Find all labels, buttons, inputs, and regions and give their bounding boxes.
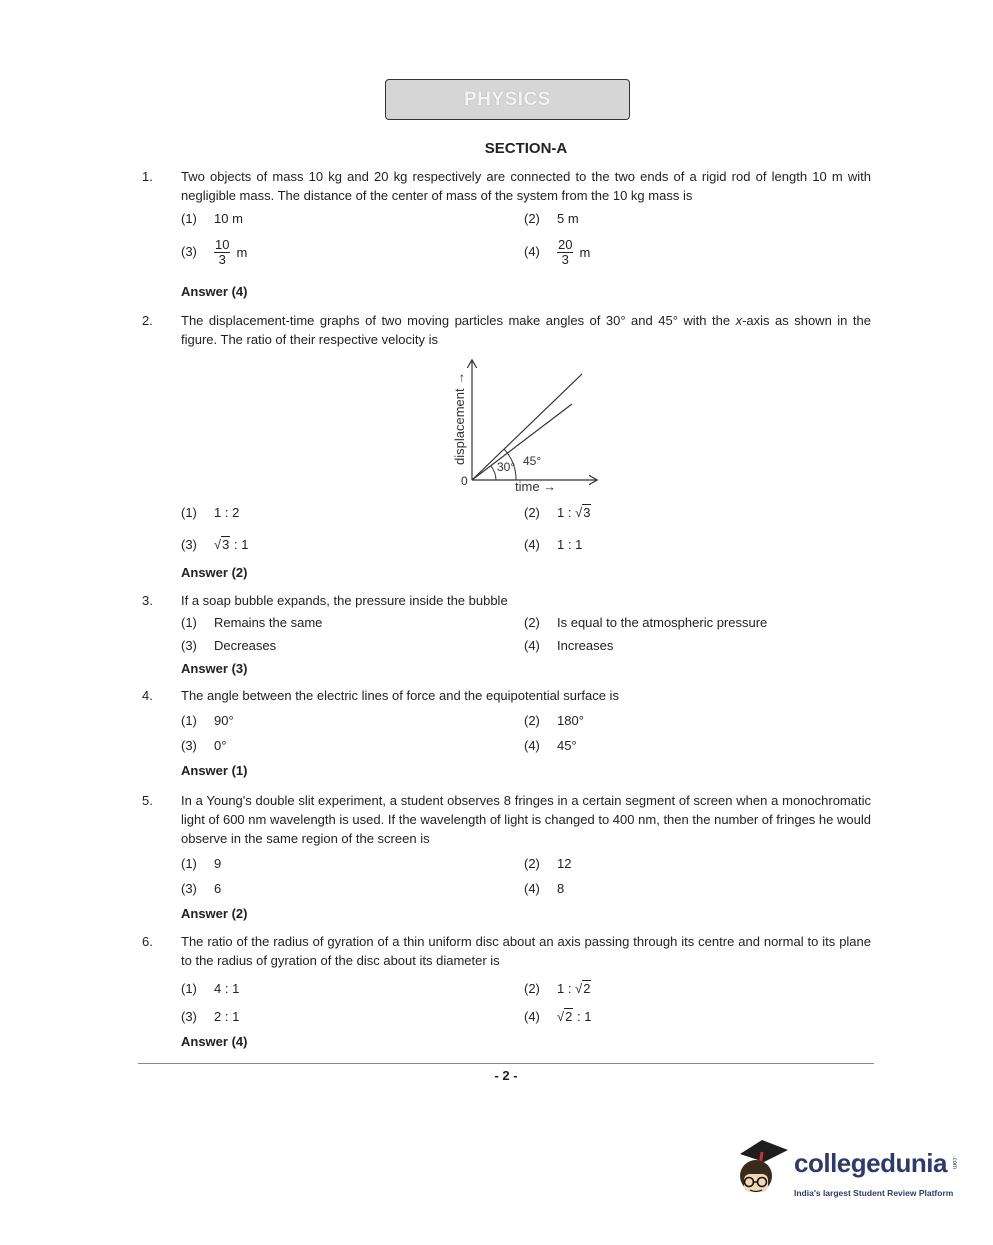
option-4 xyxy=(524,881,564,896)
answer: Answer (2) xyxy=(181,565,248,580)
option-label: (4) xyxy=(524,1009,540,1024)
answer: Answer (2) xyxy=(181,906,248,921)
option-1 xyxy=(181,615,322,630)
question-text: The angle between the electric lines of force and the equipotential surface is xyxy=(181,688,619,703)
answer: Answer (4) xyxy=(181,284,248,299)
y-axis-label: displacement → xyxy=(452,371,467,465)
question-text-part: The displacement-time graphs of two moving particles make angles of 30° and 45° with the xyxy=(181,313,736,328)
option-label: (3) xyxy=(181,1009,197,1024)
option-value: 10 m xyxy=(214,211,243,226)
answer: Answer (3) xyxy=(181,661,248,676)
option-3 xyxy=(181,738,226,753)
option-label: (2) xyxy=(524,615,540,630)
option-label: (4) xyxy=(524,881,540,896)
option-value: 8 xyxy=(557,881,565,896)
question-text: The ratio of the radius of gyration of a thin uniform disc about an axis passing through its centre and normal to its plane to the radius of gyration of the disc about its diameter is xyxy=(181,934,871,968)
denominator: 3 xyxy=(561,252,569,267)
option-pre: 1 : xyxy=(557,505,576,520)
option-label: (1) xyxy=(181,981,197,996)
question-number: 6. xyxy=(142,934,153,949)
option-value: 180° xyxy=(557,713,584,728)
question-number: 3. xyxy=(142,593,153,608)
option-value: 2 : 1 xyxy=(214,1009,240,1024)
option-label: (3) xyxy=(181,638,197,653)
question-number: 1. xyxy=(142,169,153,184)
sqrt: √2 xyxy=(575,981,591,996)
numerator: 20 xyxy=(558,237,573,252)
option-3 xyxy=(181,238,247,267)
fraction xyxy=(214,238,230,267)
option-4 xyxy=(524,738,577,753)
option-label: (4) xyxy=(524,537,540,552)
angle-arc-small xyxy=(491,466,496,480)
option-label: (1) xyxy=(181,615,197,630)
option-value: 5 m xyxy=(557,211,579,226)
option-value: Increases xyxy=(557,638,614,653)
option-label: (2) xyxy=(524,713,540,728)
option-post: : 1 xyxy=(573,1009,592,1024)
option-value: 45° xyxy=(557,738,577,753)
section-title: SECTION-A xyxy=(484,140,568,157)
option-label: (1) xyxy=(181,713,197,728)
option-label: (3) xyxy=(181,537,197,552)
option-1 xyxy=(181,713,234,728)
mascot-icon xyxy=(732,1134,792,1204)
option-value: Remains the same xyxy=(214,615,323,630)
option-label: (3) xyxy=(181,881,197,896)
option-2 xyxy=(524,211,579,226)
option-1 xyxy=(181,505,239,520)
page-number: - 2 - xyxy=(494,1068,518,1083)
answer: Answer (4) xyxy=(181,1034,248,1049)
option-4 xyxy=(524,1009,591,1024)
radicand: 3 xyxy=(583,505,591,520)
option-4 xyxy=(524,537,582,552)
sqrt: √3 xyxy=(575,505,591,520)
option-2 xyxy=(524,856,571,871)
option-label: (3) xyxy=(181,738,197,753)
radicand: 3 xyxy=(222,537,230,552)
option-value: Is equal to the atmospheric pressure xyxy=(557,615,768,630)
option-label: (2) xyxy=(524,856,540,871)
unit: m xyxy=(579,245,591,260)
option-pre: 1 : xyxy=(557,981,576,996)
option-3 xyxy=(181,537,248,552)
option-1 xyxy=(181,856,221,871)
option-1 xyxy=(181,211,243,226)
option-1 xyxy=(181,981,239,996)
option-value: 0° xyxy=(214,738,227,753)
logo-wordmark: collegedunia xyxy=(794,1148,947,1178)
question-number: 2. xyxy=(142,313,153,328)
origin-label: 0 xyxy=(461,474,468,488)
option-value: Decreases xyxy=(214,638,277,653)
displacement-time-graph xyxy=(448,355,608,495)
option-3 xyxy=(181,638,276,653)
option-post: : 1 xyxy=(230,537,249,552)
option-value: 9 xyxy=(214,856,222,871)
option-4 xyxy=(524,638,613,653)
subject-title: PHYSICS xyxy=(464,88,551,110)
question-text: If a soap bubble expands, the pressure inside the bubble xyxy=(181,593,508,608)
question-text-italic: x xyxy=(735,313,743,328)
option-2 xyxy=(524,505,591,520)
denominator: 3 xyxy=(218,252,226,267)
question-number: 5. xyxy=(142,793,153,808)
angle-label-large: 45° xyxy=(523,454,542,468)
option-label: (4) xyxy=(524,638,540,653)
question-number: 4. xyxy=(142,688,153,703)
option-value: 1 : 1 xyxy=(557,537,583,552)
question-text-part: -axis as shown in the figure. The ratio of their respective velocity is xyxy=(181,313,871,347)
option-label: (1) xyxy=(181,505,197,520)
option-value: 12 xyxy=(557,856,572,871)
answer: Answer (1) xyxy=(181,763,248,778)
option-2 xyxy=(524,615,767,630)
radicand: 2 xyxy=(583,981,591,996)
line-30-degrees xyxy=(472,404,572,480)
option-value: 1 : 2 xyxy=(214,505,240,520)
option-value: 90° xyxy=(214,713,234,728)
subject-banner xyxy=(385,79,630,120)
logo-suffix: .com xyxy=(951,1156,957,1170)
option-label: (3) xyxy=(181,243,197,259)
option-3 xyxy=(181,881,221,896)
angle-label-small: 30° xyxy=(497,460,516,474)
option-label: (1) xyxy=(181,211,197,226)
x-axis-label: time → xyxy=(515,479,557,494)
option-value: 6 xyxy=(214,881,222,896)
collegedunia-logo xyxy=(732,1134,962,1204)
option-2 xyxy=(524,981,591,996)
option-2 xyxy=(524,713,584,728)
option-label: (4) xyxy=(524,738,540,753)
logo-tagline: India's largest Student Review Platform xyxy=(794,1188,954,1198)
numerator: 10 xyxy=(215,237,230,252)
option-label: (1) xyxy=(181,856,197,871)
radicand: 2 xyxy=(565,1009,573,1024)
sqrt: √3 xyxy=(214,537,230,552)
option-label: (2) xyxy=(524,505,540,520)
question-text xyxy=(181,311,871,349)
option-value: 4 : 1 xyxy=(214,981,240,996)
question-text: Two objects of mass 10 kg and 20 kg respectively are connected to the two ends of a rigid rod of length 10 m with negligible mass. The distance of the center of mass of the system from the 10 kg mass is xyxy=(181,169,871,203)
sqrt: √2 xyxy=(557,1009,573,1024)
fraction xyxy=(557,238,573,267)
graph-svg xyxy=(448,355,608,495)
option-3 xyxy=(181,1009,239,1024)
unit: m xyxy=(236,245,248,260)
option-label: (2) xyxy=(524,981,540,996)
footer-divider xyxy=(138,1063,874,1064)
option-4 xyxy=(524,238,590,267)
option-label: (2) xyxy=(524,211,540,226)
question-text: In a Young's double slit experiment, a student observes 8 fringes in a certain segment of screen when a monochromatic light of 600 nm wavelength is used. If the wavelength of light is changed to 400 nm, then the number of fringes he would observe in the same region of the screen is xyxy=(181,793,871,846)
option-label: (4) xyxy=(524,243,540,259)
